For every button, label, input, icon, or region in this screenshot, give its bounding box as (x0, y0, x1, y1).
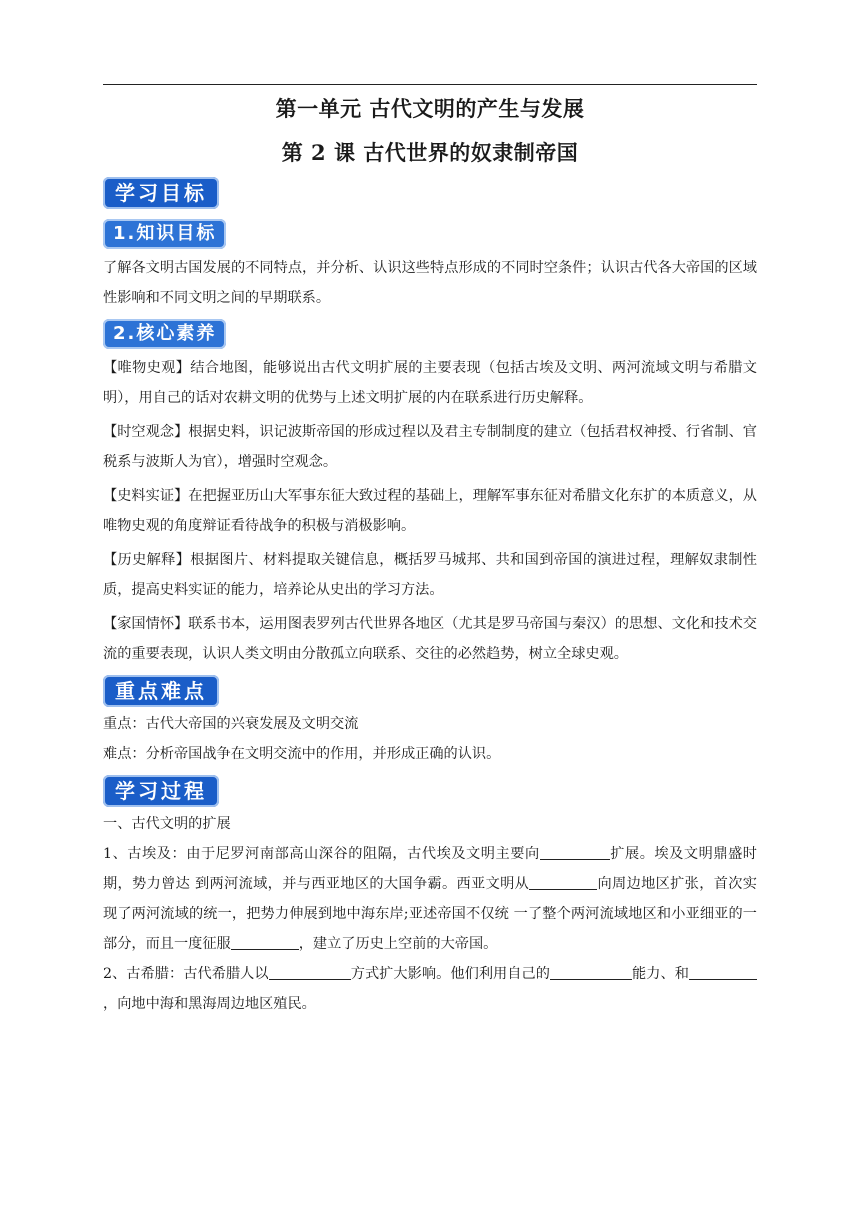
header-rule (103, 84, 757, 85)
section-title: 一、古代文明的扩展 (103, 816, 231, 832)
lesson-title: 第 2 课 古代世界的奴隶制帝国 (281, 140, 579, 165)
knowledge-text: 了解各文明古国发展的不同特点，并分析、认识这些特点形成的不同时空条件；认识古代各大帝国的区域性影响和不同文明之间的早期联系。 (103, 260, 757, 306)
blank-greece-and[interactable] (689, 963, 757, 980)
core-item-evidence: 【史料实证】在把握亚历山大军事东征大致过程的基础上，理解军事东征对希腊文化东扩的本质意义，从唯物史观的角度辩证看待战争的积极与消极影响。 (103, 488, 757, 534)
egypt-text-3: 向周边地区扩张，首次实现了两河流域的统一，把势力伸展到地中海东岸;亚述帝国不仅统 一了整个两河流域地区和小亚细亚的一部分，而且一度征服 (103, 876, 757, 952)
greece-text-2: 方式扩大影响。他们利用自己的 (350, 966, 550, 982)
blank-west-asia-origin[interactable] (529, 873, 597, 890)
blank-egypt-direction[interactable] (540, 843, 610, 860)
difficulty-text: 难点：分析帝国战争在文明交流中的作用，并形成正确的认识。 (103, 746, 501, 762)
process-banner: 学习过程 (103, 775, 219, 807)
core-item-materialism: 【唯物史观】结合地图，能够说出古代文明扩展的主要表现（包括古埃及文明、两河流域文明与希腊文明），用自己的话对农耕文明的优势与上述文明扩展的内在联系进行历史解释。 (103, 360, 757, 406)
blank-assyria-conquest[interactable] (231, 933, 299, 950)
egypt-text-1: 1、古埃及：由于尼罗河南部高山深谷的阻隔，古代埃及文明主要向 (103, 846, 540, 862)
knowledge-banner: 1.知识目标 (103, 219, 226, 249)
objectives-banner: 学习目标 (103, 177, 219, 209)
paragraph-greece (103, 959, 757, 1019)
paragraph-egypt (103, 839, 757, 959)
blank-greece-ability[interactable] (550, 963, 632, 980)
core-item-spacetime: 【时空观念】根据史料，识记波斯帝国的形成过程以及君主专制制度的建立（包括君权神授、行省制、官税系与波斯人为官），增强时空观念。 (103, 424, 757, 470)
egypt-text-4: ，建立了历史上空前的大帝国。 (298, 936, 498, 952)
unit-title: 第一单元 古代文明的产生与发展 (275, 96, 585, 121)
blank-greece-method[interactable] (269, 963, 351, 980)
document-page (103, 84, 757, 1019)
core-list (103, 353, 757, 669)
core-item-patriotism: 【家国情怀】联系书本，运用图表罗列古代世界各地区（尤其是罗马帝国与秦汉）的思想、文化和技术交流的重要表现，认识人类文明由分散孤立向联系、交往的必然趋势，树立全球史观。 (103, 616, 757, 662)
greece-text-3: 能力、和 (632, 966, 689, 982)
core-banner: 2.核心素养 (103, 319, 226, 349)
core-item-interpretation: 【历史解释】根据图片、材料提取关键信息，概括罗马城邦、共和国到帝国的演进过程，理解奴隶制性质，提高史料实证的能力，培养论从史出的学习方法。 (103, 552, 757, 598)
key-point-text: 重点：古代大帝国的兴衰发展及文明交流 (103, 716, 359, 732)
egypt-text-2: 扩展。埃及文明鼎盛时期，势力曾达 到两河流域，并与西亚地区的大国争霸。西亚文明从 (103, 846, 757, 892)
greece-text-1: 2、古希腊：古代希腊人以 (103, 966, 269, 982)
greece-text-4: ，向地中海和黑海周边地区殖民。 (103, 996, 316, 1012)
key-points-banner: 重点难点 (103, 675, 219, 707)
